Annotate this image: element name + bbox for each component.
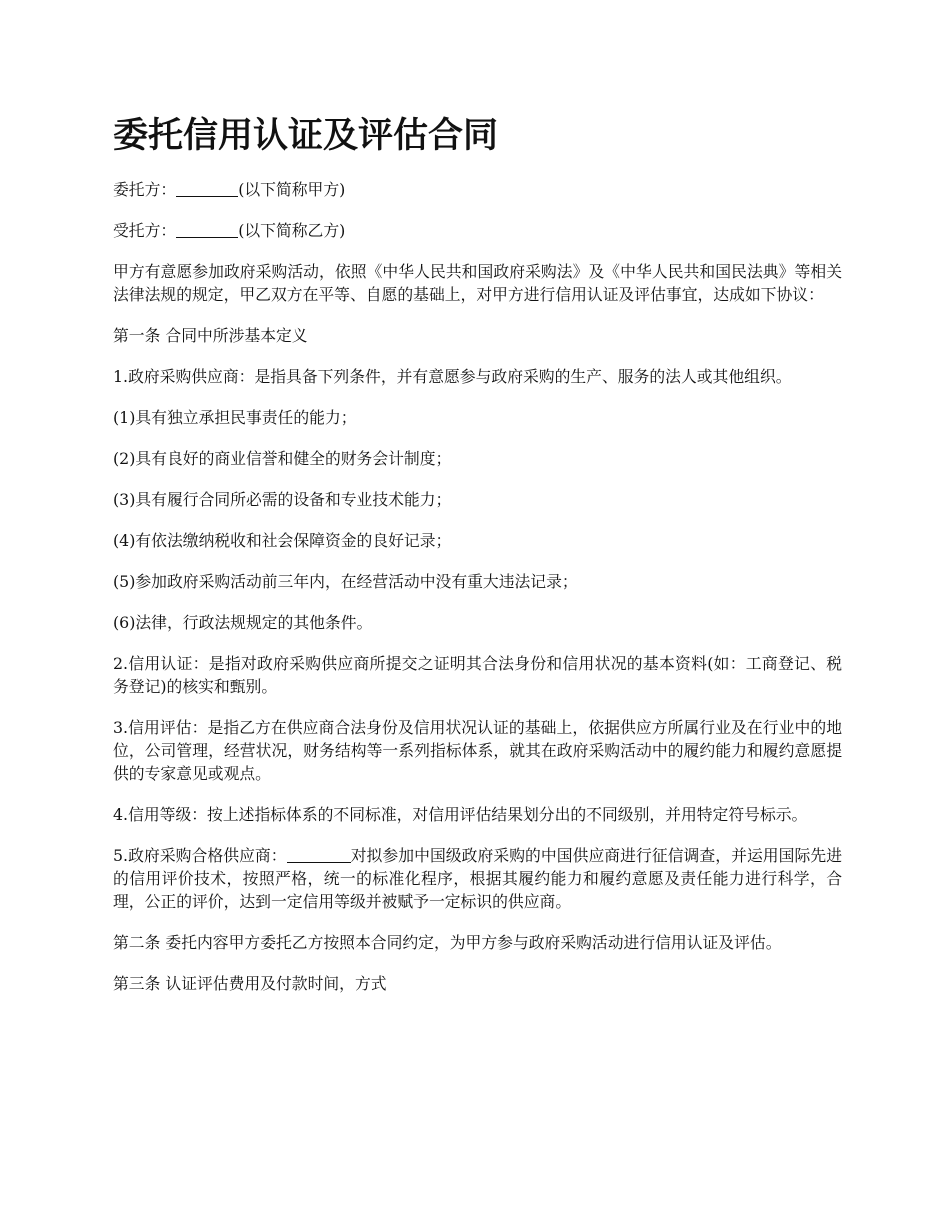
document-title: 委托信用认证及评估合同 [113,116,499,156]
party-b-label: 受托方： [113,221,177,240]
document-body [113,178,842,1013]
condition-5: (5)参加政府采购活动前三年内，在经营活动中没有重大违法记录； [113,572,578,591]
party-b-blank [176,221,238,238]
article-1-heading: 第一条 合同中所涉基本定义 [113,326,308,345]
party-b-suffix: (以下简称乙方) [238,221,346,240]
condition-2: (2)具有良好的商业信誉和健全的财务会计制度； [113,449,452,468]
definition-1: 1.政府采购供应商：是指具备下列条件，并有意愿参与政府采购的生产、服务的法人或其他组织。 [113,367,792,386]
intro-paragraph: 甲方有意愿参加政府采购活动，依照《中华人民共和国政府采购法》及《中华人民共和国民法典》等相关法律法规的规定，甲乙双方在平等、自愿的基础上，对甲方进行信用认证及评估事宜，达成如下协议： [113,262,842,304]
party-a-blank [176,180,238,197]
condition-1: (1)具有独立承担民事责任的能力； [113,408,357,427]
article-3-heading: 第三条 认证评估费用及付款时间，方式 [113,974,387,993]
party-b-line [113,219,842,242]
definition-2: 2.信用认证：是指对政府采购供应商所提交之证明其合法身份和信用状况的基本资料(如：工商登记、税务登记)的核实和甄别。 [113,654,842,696]
condition-6: (6)法律，行政法规规定的其他条件。 [113,613,373,632]
party-a-suffix: (以下简称甲方) [238,180,346,199]
definition-5 [113,844,842,913]
article-2: 第二条 委托内容甲方委托乙方按照本合同约定，为甲方参与政府采购活动进行信用认证及评估。 [113,933,782,952]
definition-5-blank [287,846,351,863]
definition-3: 3.信用评估：是指乙方在供应商合法身份及信用状况认证的基础上，依据供应方所属行业及在行业中的地位，公司管理，经营状况，财务结构等一系列指标体系，就其在政府采购活动中的履约能力和履约意愿提供的专家意见或观点。 [113,718,842,783]
condition-4: (4)有依法缴纳税收和社会保障资金的良好记录； [113,531,452,550]
definition-5-text: 对拟参加中国级政府采购的中国供应商进行征信调查，并运用国际先进的信用评价技术，按照严格，统一的标准化程序，根据其履约能力和履约意愿及责任能力进行科学，合理，公正的评价，达到一定信用等级并被赋予一定标识的供应商。 [113,846,842,911]
party-a-label: 委托方： [113,180,177,199]
definition-5-prefix: 5.政府采购合格供应商： [113,846,287,865]
definition-4: 4.信用等级：按上述指标体系的不同标准，对信用评估结果划分出的不同级别，并用特定符号标示。 [113,805,808,824]
condition-3: (3)具有履行合同所必需的设备和专业技术能力； [113,490,452,509]
party-a-line [113,178,842,201]
